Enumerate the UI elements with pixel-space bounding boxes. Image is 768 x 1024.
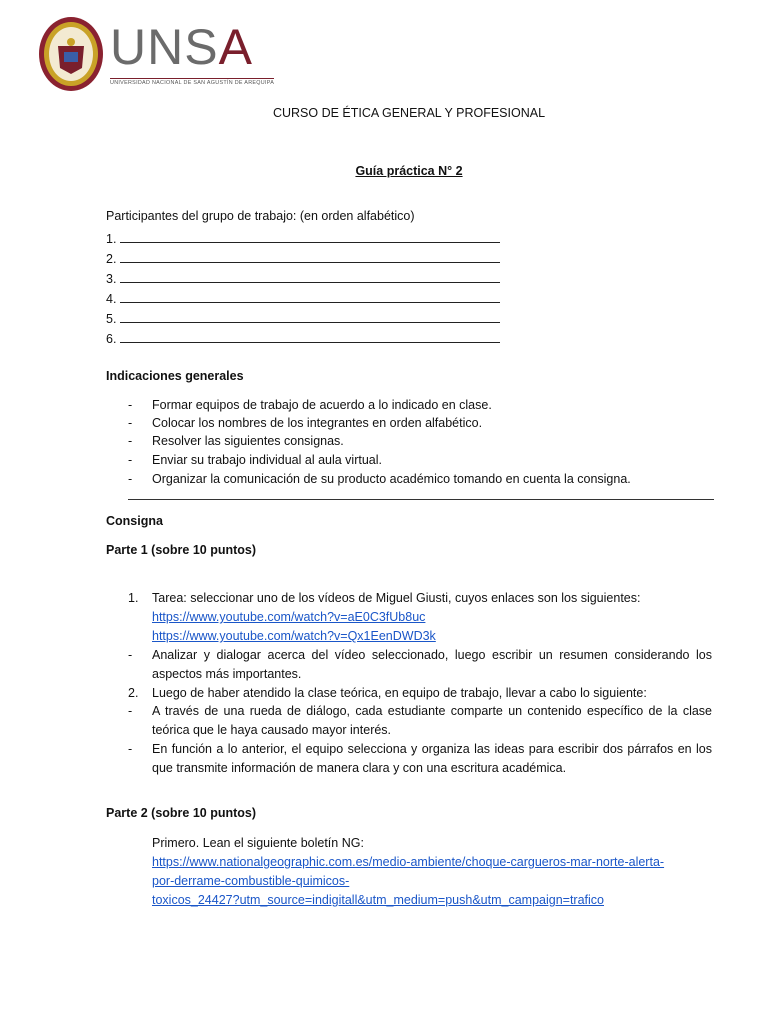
task-bullet: - Analizar y dialogar acerca del vídeo seleccionado, luego escribir un resumen considerando los aspectos más importantes. <box>128 648 712 681</box>
instruction-item: - Resolver las siguientes consignas. <box>128 434 344 448</box>
part2-body <box>152 834 712 910</box>
task-item-1: 1. Tarea: seleccionar uno de los vídeos de Miguel Giusti, cuyos enlaces son los siguientes: https://www.youtube.com/watch?v=aE0C3fUb8uc https://www.youtube.com/watch?v=Qx1EenDWD3k <box>128 589 712 646</box>
task-bullet: - En función a lo anterior, el equipo selecciona y organiza las ideas para escribir dos párrafos en los que transmite información de manera clara y con una escritura académica. <box>128 742 712 775</box>
video-link-2[interactable]: https://www.youtube.com/watch?v=Qx1EenDWD3k <box>152 629 436 643</box>
consigna-heading: Consigna <box>106 514 163 528</box>
part1-heading: Parte 1 (sobre 10 puntos) <box>106 543 257 557</box>
participant-line: 2. <box>106 250 500 266</box>
ng-article-link[interactable]: por-derrame-combustible-quimicos- <box>152 874 350 888</box>
instruction-item: - Formar equipos de trabajo de acuerdo a lo indicado en clase. <box>128 398 492 412</box>
university-full-name: UNIVERSIDAD NACIONAL DE SAN AGUSTÍN DE AREQUIPA <box>110 80 275 86</box>
instruction-item: - Organizar la comunicación de su producto académico tomando en cuenta la consigna. <box>128 472 631 486</box>
ng-article-link[interactable]: toxicos_24427?utm_source=indigitall&utm_medium=push&utm_campaign=trafico <box>152 893 604 907</box>
participant-line: 6. <box>106 330 500 346</box>
part2-heading: Parte 2 (sobre 10 puntos) <box>106 806 257 820</box>
guide-title: Guía práctica N° 2 <box>355 164 463 178</box>
university-header <box>38 16 278 96</box>
instruction-item: - Enviar su trabajo individual al aula virtual. <box>128 453 382 467</box>
general-instructions-heading: Indicaciones generales <box>106 369 244 383</box>
section-divider <box>128 499 714 500</box>
university-logo-text: UNSA <box>110 19 253 75</box>
course-title: CURSO DE ÉTICA GENERAL Y PROFESIONAL <box>272 106 546 120</box>
participant-line: 5. <box>106 310 500 326</box>
participant-line: 3. <box>106 270 500 286</box>
part2-intro: Primero. Lean el siguiente boletín NG: <box>152 836 364 850</box>
ng-article-link[interactable]: https://www.nationalgeographic.com.es/medio-ambiente/choque-cargueros-mar-norte-alerta- <box>152 855 665 869</box>
participant-line: 4. <box>106 290 500 306</box>
instruction-item: - Colocar los nombres de los integrantes en orden alfabético. <box>128 416 483 430</box>
task-item-2: 2. Luego de haber atendido la clase teórica, en equipo de trabajo, llevar a cabo lo siguiente: <box>128 686 647 700</box>
participants-label: Participantes del grupo de trabajo: (en orden alfabético) <box>106 209 415 223</box>
video-link-1[interactable]: https://www.youtube.com/watch?v=aE0C3fUb8uc <box>152 610 426 624</box>
university-seal-icon <box>38 16 104 92</box>
task-item-1-text: Tarea: seleccionar uno de los vídeos de Miguel Giusti, cuyos enlaces son los siguientes: <box>152 591 641 605</box>
participant-line: 1. <box>106 230 500 246</box>
task-bullet: - A través de una rueda de diálogo, cada estudiante comparte un contenido específico de la clase teórica que le haya causado mayor interés. <box>128 704 712 737</box>
